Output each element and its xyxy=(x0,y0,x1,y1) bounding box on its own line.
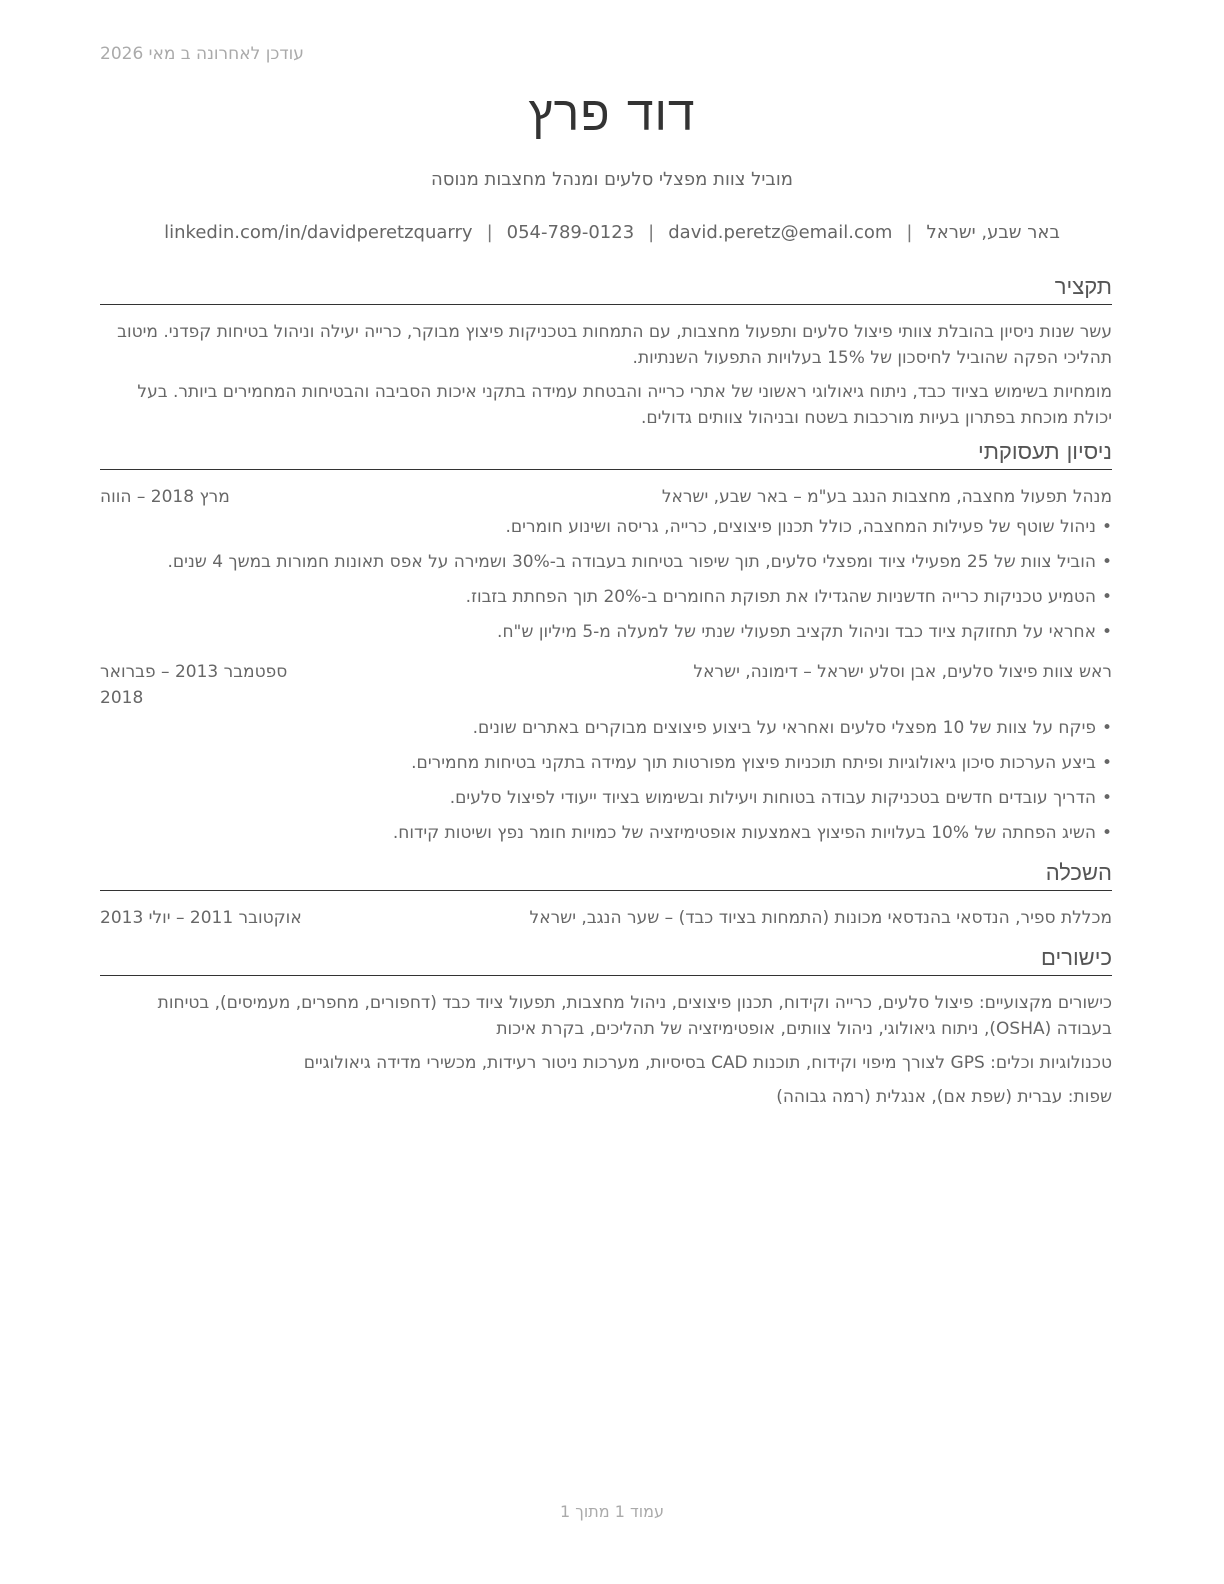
tagline: מוביל צוות מפצלי סלעים ומנהל מחצבות מנוסה xyxy=(431,169,793,190)
contact-separator: | xyxy=(486,222,493,243)
contact-separator: | xyxy=(648,222,655,243)
skills-line: שפות: עברית (שפת אם), אנגלית (רמה גבוהה) xyxy=(776,1087,1112,1107)
candidate-name: דוד פרץ xyxy=(528,86,696,142)
job-title: ראש צוות פיצול סלעים, אבן וסלע ישראל – דימונה, ישראל xyxy=(693,662,1112,682)
job-bullet: • השיג הפחתה של 10% בעלויות הפיצוץ באמצעות אופטימיזציה של כמויות חומר נפץ ושיטות קידוח. xyxy=(100,820,1112,846)
education-entry xyxy=(100,905,1112,931)
job-header xyxy=(100,484,1112,510)
job-bullet: • הדריך עובדים חדשים בטכניקות עבודה בטוחות ויעילות ובשימוש בציוד ייעודי לפיצול סלעים. xyxy=(100,785,1112,811)
section-title-summary: תקציר xyxy=(100,274,1112,305)
experience-section xyxy=(100,439,1112,846)
education-dates: אוקטובר 2011 – יולי 2013 xyxy=(100,908,302,928)
job-bullet: • אחראי על תחזוקת ציוד כבד וניהול תקציב תפעולי שנתי של למעלה מ-5 מיליון ש"ח. xyxy=(100,619,1112,645)
job-dates: ספטמבר 2013 – פברואר 2018 xyxy=(100,662,288,708)
job-bullets xyxy=(100,514,1112,645)
last-updated: עודכן לאחרונה ב מאי 2026 xyxy=(100,44,304,64)
skills-section xyxy=(100,945,1112,1110)
summary-paragraph: מומחיות בשימוש בציוד כבד, ניתוח גיאולוגי ראשוני של אתרי כרייה והבטחת עמידה בתקני איכות הסביבה והבטיחות המחמירים ביותר. בעל יכולת מוכחת בפתרון בעיות מורכבות בשטח ובניהול צוותים גדולים. xyxy=(137,382,1112,428)
job-bullet: • פיקח על צוות של 10 מפצלי סלעים ואחראי על ביצוע פיצוצים מבוקרים באתרים שונים. xyxy=(100,715,1112,741)
resume-body xyxy=(100,274,1112,1118)
skills-line: כישורים מקצועיים: פיצול סלעים, כרייה וקידוח, תכנון פיצוצים, ניהול מחצבות, תפעול ציוד כבד (דחפורים, מחפרים, מעמיסים), בטיחות בעבודה (OSHA), ניתוח גיאולוגי, ניהול צוותים, אופטימיזציה של תהליכים, בקרת איכות xyxy=(157,993,1112,1039)
section-title-education: השכלה xyxy=(100,860,1112,891)
summary-section xyxy=(100,274,1112,431)
education-section xyxy=(100,860,1112,931)
job-bullet: • ניהול שוטף של פעילות המחצבה, כולל תכנון פיצוצים, כרייה, גריסה ושינוע חומרים. xyxy=(100,514,1112,540)
job-bullets xyxy=(100,715,1112,846)
skills-line: טכנולוגיות וכלים: GPS לצורך מיפוי וקידוח, תוכנות CAD בסיסיות, מערכות ניטור רעידות, מכשירי מדידה גיאולוגיים xyxy=(303,1053,1112,1073)
job-bullet: • ביצע הערכות סיכון גיאולוגיות ופיתח תוכניות פיצוץ מפורטות תוך עמידה בתקני בטיחות מחמירים. xyxy=(100,750,1112,776)
contact-location: באר שבע, ישראל xyxy=(926,222,1060,243)
education-title: מכללת ספיר, הנדסאי בהנדסאי מכונות (התמחות בציוד כבד) – שער הנגב, ישראל xyxy=(529,908,1112,928)
job-entry xyxy=(100,484,1112,645)
job-dates: מרץ 2018 – הווה xyxy=(100,487,230,507)
contact-email[interactable]: david.peretz@email.com xyxy=(668,222,893,243)
section-title-skills: כישורים xyxy=(100,945,1112,976)
contact-line xyxy=(0,222,1224,243)
summary-paragraph: עשר שנות ניסיון בהובלת צוותי פיצול סלעים ותפעול מחצבות, עם התמחות בטכניקות פיצוץ מבוקר, כרייה יעילה וניהול בטיחות קפדני. מיטוב תהליכי הפקה שהוביל לחיסכון של 15% בעלויות התפעול השנתיות. xyxy=(117,322,1112,368)
job-entry xyxy=(100,659,1112,846)
job-bullet: • הוביל צוות של 25 מפעילי ציוד ומפצלי סלעים, תוך שיפור בטיחות בעבודה ב-30% ושמירה על אפס תאונות חמורות במשך 4 שנים. xyxy=(100,549,1112,575)
job-header xyxy=(100,659,1112,711)
contact-phone[interactable]: 054-789-0123 xyxy=(506,222,635,243)
job-bullet: • הטמיע טכניקות כרייה חדשניות שהגדילו את תפוקת החומרים ב-20% תוך הפחתת בזבוז. xyxy=(100,584,1112,610)
section-title-experience: ניסיון תעסוקתי xyxy=(100,439,1112,470)
job-title: מנהל תפעול מחצבה, מחצבות הנגב בע"מ – באר שבע, ישראל xyxy=(661,487,1112,507)
page-number: עמוד 1 מתוך 1 xyxy=(560,1502,664,1521)
contact-separator: | xyxy=(906,222,913,243)
contact-linkedin[interactable]: linkedin.com/in/davidperetzquarry xyxy=(164,222,473,243)
